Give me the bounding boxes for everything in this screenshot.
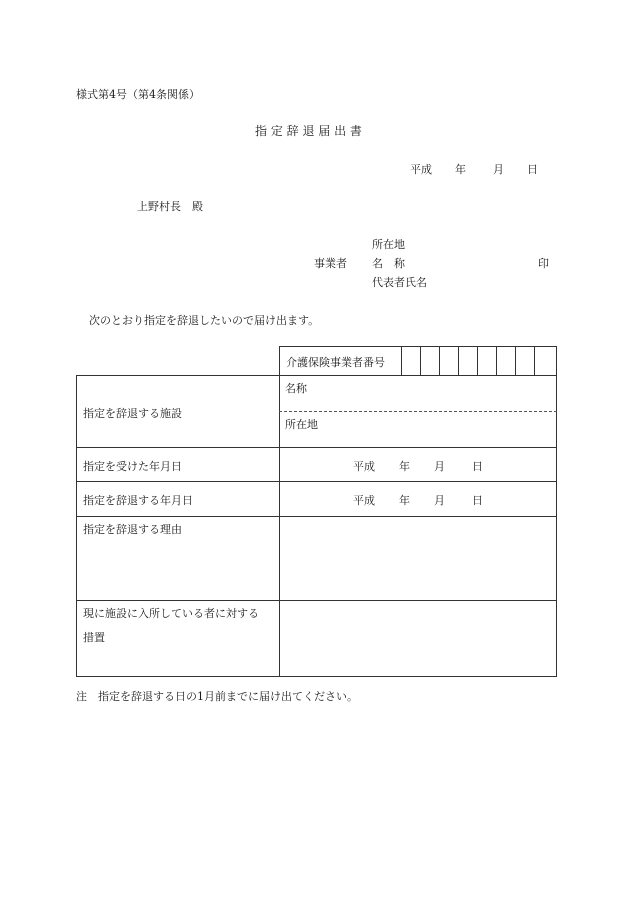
seal-mark: 印 — [538, 257, 549, 270]
form-number: 様式第4号（第4条関係） — [76, 88, 200, 101]
received-date-label: 指定を受けた年月日 — [83, 460, 182, 473]
facility-address-field[interactable] — [280, 412, 556, 447]
withdraw-date-label: 指定を辞退する年月日 — [83, 494, 193, 507]
received-date-era: 平成 — [353, 460, 375, 473]
measures-label-line1: 現に施設に入所している者に対する — [83, 607, 259, 620]
withdraw-date-era: 平成 — [353, 494, 375, 507]
reason-label: 指定を辞退する理由 — [83, 523, 182, 536]
provider-number-boxes[interactable] — [401, 346, 556, 375]
reason-field[interactable] — [280, 517, 556, 600]
applicant-heading: 事業者 — [314, 257, 347, 270]
applicant-representative-label: 代表者氏名 — [372, 276, 427, 289]
facility-name-field[interactable] — [280, 376, 556, 411]
received-date-year: 年 — [399, 460, 410, 473]
facility-label: 指定を辞退する施設 — [83, 407, 182, 420]
applicant-name-label: 名 称 — [372, 257, 405, 270]
withdraw-date-month: 月 — [434, 494, 445, 507]
addressee: 上野村長 殿 — [137, 200, 203, 213]
received-date-day: 日 — [472, 460, 483, 473]
withdrawal-form-table — [76, 346, 557, 677]
provider-number-label: 介護保険事業者番号 — [286, 356, 385, 369]
date-month: 月 — [493, 163, 504, 176]
applicant-address-label: 所在地 — [372, 238, 405, 251]
footnote: 注 指定を辞退する日の1月前までに届け出てください。 — [76, 690, 358, 703]
date-year: 年 — [455, 163, 466, 176]
date-era: 平成 — [410, 163, 432, 176]
withdraw-date-year: 年 — [399, 494, 410, 507]
facility-address-label: 所在地 — [285, 418, 318, 431]
facility-name-label: 名称 — [285, 382, 307, 395]
withdraw-date-day: 日 — [472, 494, 483, 507]
measures-field[interactable] — [280, 601, 556, 676]
measures-label-line2: 措置 — [83, 631, 105, 644]
date-day: 日 — [527, 163, 538, 176]
page-title: 指 定 辞 退 届 出 書 — [255, 124, 362, 138]
withdraw-date-field[interactable] — [280, 482, 556, 516]
received-date-month: 月 — [434, 460, 445, 473]
received-date-field[interactable] — [280, 448, 556, 481]
intro-text: 次のとおり指定を辞退したいので届け出ます。 — [89, 314, 320, 327]
